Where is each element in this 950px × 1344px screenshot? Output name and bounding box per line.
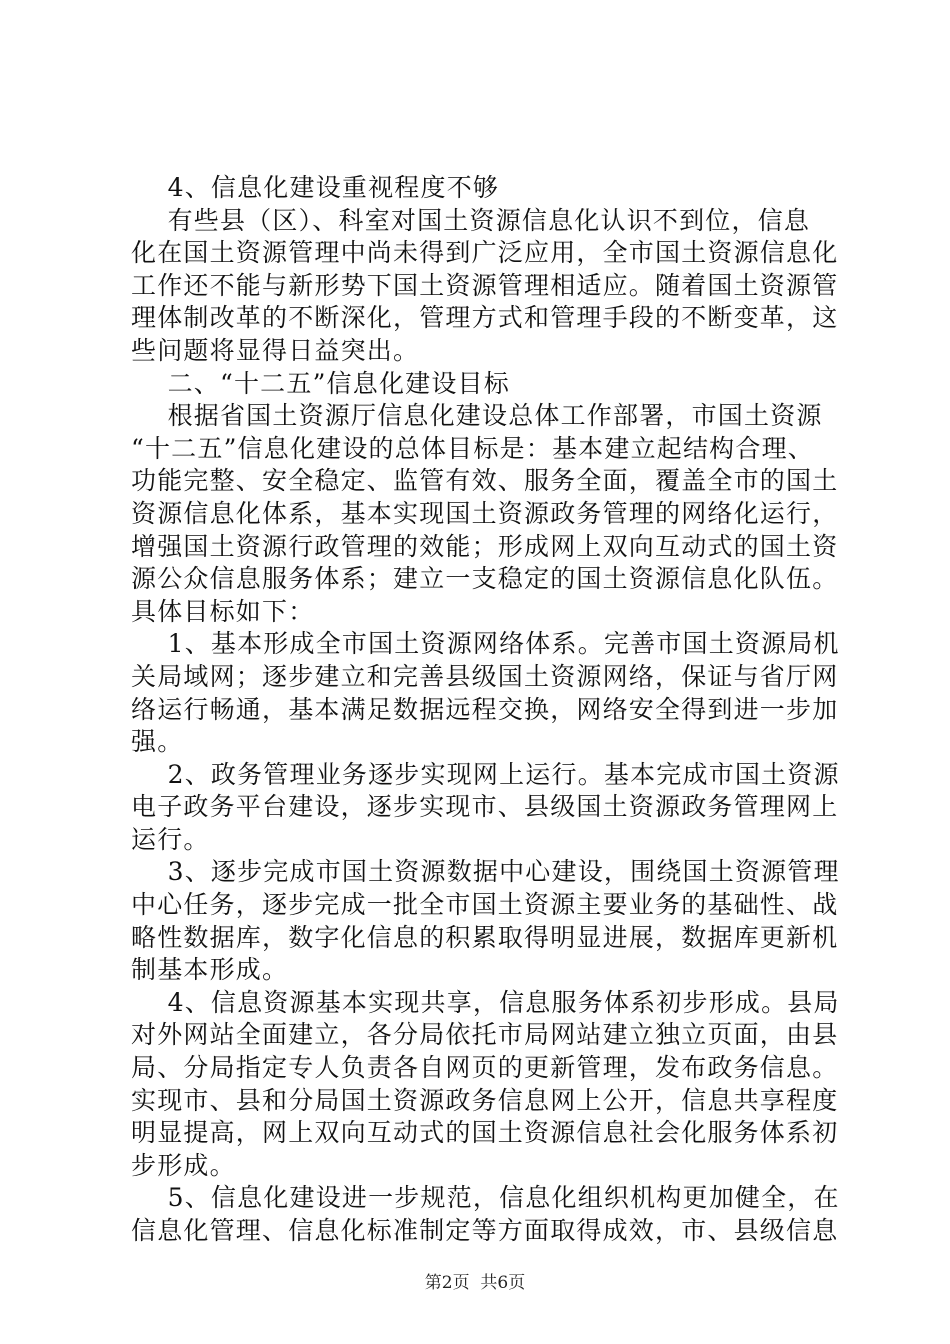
text-line: 略性数据库，数字化信息的积累取得明显进展，数据库更新机 <box>131 922 839 952</box>
text-line: 理体制改革的不断深化，管理方式和管理手段的不断变革，这 <box>131 303 839 333</box>
text-line: 络运行畅通，基本满足数据远程交换，网络安全得到进一步加 <box>131 694 839 724</box>
text-line: 运行。 <box>131 824 210 854</box>
text-line: 强。 <box>131 727 184 757</box>
text-line: 制基本形成。 <box>131 955 289 985</box>
text-line: 明显提高，网上双向互动式的国土资源信息社会化服务体系初 <box>131 1118 839 1148</box>
text-line: 对外网站全面建立，各分局依托市局网站建立独立页面，由县 <box>131 1020 839 1050</box>
text-line: 工作还不能与新形势下国土资源管理相适应。随着国土资源管 <box>131 270 839 300</box>
text-line: 2、政务管理业务逐步实现网上运行。基本完成市国土资源 <box>131 759 840 789</box>
text-line: 4、信息资源基本实现共享，信息服务体系初步形成。县局 <box>131 987 840 1017</box>
text-line: 实现市、县和分局国土资源政务信息网上公开，信息共享程度 <box>131 1085 839 1115</box>
text-line: 5、信息化建设进一步规范，信息化组织机构更加健全，在 <box>131 1183 840 1213</box>
text-line: 些问题将显得日益突出。 <box>131 335 420 365</box>
text-line: 4、信息化建设重视程度不够 <box>131 173 500 202</box>
text-line: “十二五”信息化建设的总体目标是：基本建立起结构合理、 <box>131 433 814 463</box>
text-line: 具体目标如下： <box>131 596 315 626</box>
text-line: 关局域网；逐步建立和完善县级国土资源网络，保证与省厅网 <box>131 661 839 691</box>
text-line: 1、基本形成全市国土资源网络体系。完善市国土资源局机 <box>131 629 840 659</box>
text-line: 有些县（区）、科室对国土资源信息化认识不到位，信息 <box>131 205 811 235</box>
text-line: 根据省国土资源厅信息化建设总体工作部署，市国土资源 <box>131 401 823 431</box>
text-line: 资源信息化体系，基本实现国土资源政务管理的网络化运行， <box>131 498 839 528</box>
text-line: 局、分局指定专人负责各自网页的更新管理，发布政务信息。 <box>131 1053 839 1083</box>
text-line: 源公众信息服务体系；建立一支稳定的国土资源信息化队伍。 <box>131 564 839 594</box>
section-heading: 二、“十二五”信息化建设目标 <box>131 368 510 398</box>
text-line: 功能完整、安全稳定、监管有效、服务全面，覆盖全市的国土 <box>131 466 839 496</box>
page-footer: 第2页 共6页 <box>424 1273 526 1293</box>
text-line: 步形成。 <box>131 1150 236 1180</box>
text-line: 增强国土资源行政管理的效能；形成网上双向互动式的国土资 <box>131 531 839 561</box>
text-line: 化在国土资源管理中尚未得到广泛应用，全市国土资源信息化 <box>131 238 839 268</box>
text-line: 中心任务，逐步完成一批全市国土资源主要业务的基础性、战 <box>131 890 839 920</box>
text-line: 3、逐步完成市国土资源数据中心建设，围绕国土资源管理 <box>131 857 840 887</box>
document-body <box>131 172 840 1248</box>
text-line: 电子政务平台建设，逐步实现市、县级国土资源政务管理网上 <box>131 792 839 822</box>
text-line: 信息化管理、信息化标准制定等方面取得成效，市、县级信息 <box>131 1216 839 1245</box>
